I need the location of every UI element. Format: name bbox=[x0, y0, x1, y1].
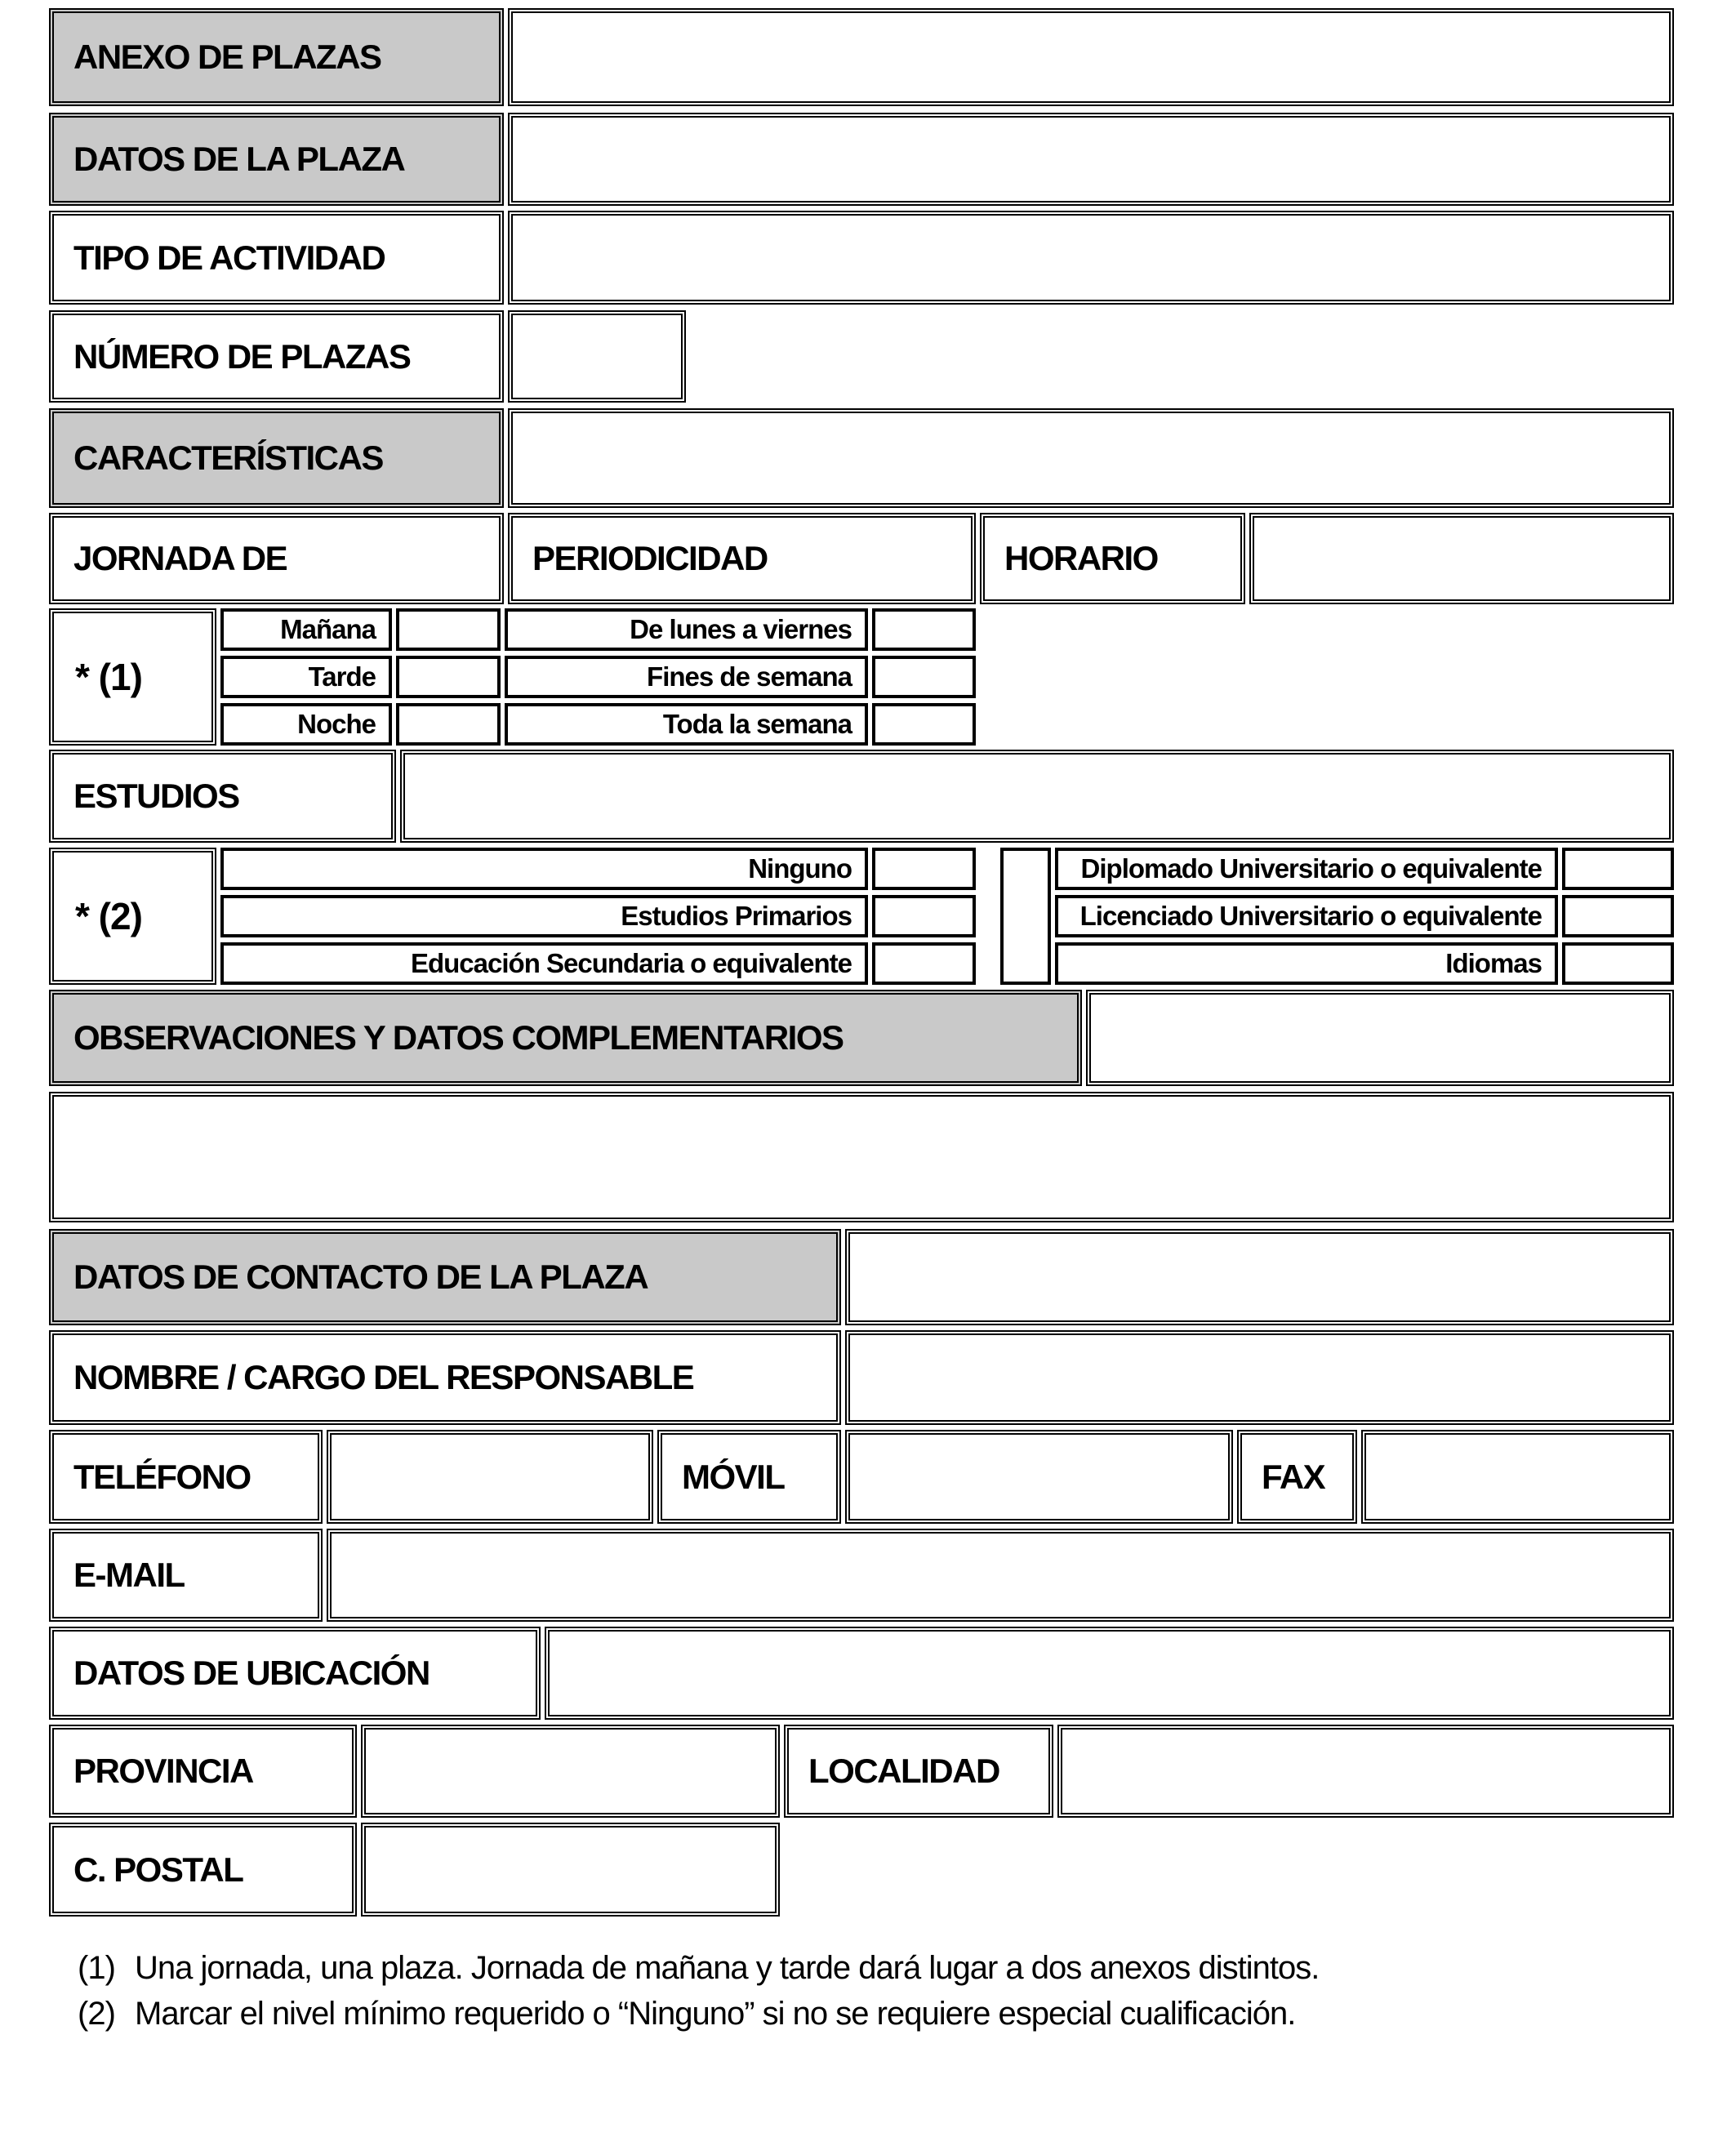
lunes-viernes-checkbox[interactable] bbox=[872, 608, 976, 651]
manana-option-label: Mañana bbox=[220, 608, 392, 651]
movil-header bbox=[657, 1430, 841, 1524]
ref1-cell bbox=[49, 608, 216, 746]
datos-contacto-label: DATOS DE CONTACTO DE LA PLAZA bbox=[73, 1258, 648, 1296]
movil-label: MÓVIL bbox=[682, 1457, 785, 1496]
toda-semana-checkbox[interactable] bbox=[872, 703, 976, 746]
datos-ubicacion-field[interactable] bbox=[545, 1627, 1674, 1720]
numero-plazas-label: NÚMERO DE PLAZAS bbox=[73, 336, 411, 376]
estudios-spacer-cell bbox=[1000, 848, 1051, 985]
estudios-label: ESTUDIOS bbox=[73, 777, 239, 815]
fax-label: FAX bbox=[1262, 1457, 1325, 1496]
datos-plaza-label: DATOS DE LA PLAZA bbox=[73, 140, 405, 178]
noche-checkbox[interactable] bbox=[396, 703, 501, 746]
fines-semana-option-label: Fines de semana bbox=[505, 656, 868, 698]
fines-semana-checkbox[interactable] bbox=[872, 656, 976, 698]
ninguno-option-label: Ninguno bbox=[220, 848, 868, 890]
provincia-field[interactable] bbox=[361, 1725, 780, 1818]
caracteristicas-field[interactable] bbox=[508, 408, 1674, 508]
tarde-option-label: Tarde bbox=[220, 656, 392, 698]
telefono-field[interactable] bbox=[327, 1430, 653, 1524]
jornada-de-header bbox=[49, 513, 504, 604]
licenciado-checkbox[interactable] bbox=[1562, 895, 1674, 937]
educacion-secundaria-checkbox[interactable] bbox=[872, 942, 976, 985]
localidad-header bbox=[784, 1725, 1053, 1818]
email-header bbox=[49, 1529, 323, 1622]
jornada-de-label: JORNADA DE bbox=[73, 539, 287, 577]
fax-field[interactable] bbox=[1361, 1430, 1674, 1524]
telefono-label: TELÉFONO bbox=[73, 1457, 251, 1496]
estudios-field[interactable] bbox=[400, 750, 1674, 843]
datos-plaza-field[interactable] bbox=[508, 113, 1674, 206]
anexo-plazas-field[interactable] bbox=[508, 8, 1674, 106]
c-postal-label: C. POSTAL bbox=[73, 1850, 243, 1889]
periodicidad-label: PERIODICIDAD bbox=[532, 539, 768, 577]
footnote-2-number: (2) bbox=[78, 1996, 115, 2032]
c-postal-field[interactable] bbox=[361, 1823, 780, 1917]
observaciones-right-field[interactable] bbox=[1086, 990, 1674, 1086]
manana-checkbox[interactable] bbox=[396, 608, 501, 651]
caracteristicas-header bbox=[49, 408, 504, 508]
diplomado-option-label: Diplomado Universitario o equivalente bbox=[1055, 848, 1558, 890]
email-field[interactable] bbox=[327, 1529, 1674, 1622]
nombre-cargo-label: NOMBRE / CARGO DEL RESPONSABLE bbox=[73, 1358, 694, 1396]
periodicidad-header bbox=[508, 513, 976, 604]
footnote-1-number: (1) bbox=[78, 1950, 115, 1986]
telefono-header bbox=[49, 1430, 323, 1524]
estudios-primarios-option-label: Estudios Primarios bbox=[220, 895, 868, 937]
footnote-2-text: Marcar el nivel mínimo requerido o “Ninguno” si no se requiere especial cualificación. bbox=[135, 1996, 1296, 2032]
provincia-label: PROVINCIA bbox=[73, 1752, 253, 1790]
provincia-header bbox=[49, 1725, 357, 1818]
datos-ubicacion-header bbox=[49, 1627, 541, 1720]
numero-plazas-header bbox=[49, 310, 504, 403]
datos-contacto-right-field[interactable] bbox=[845, 1229, 1674, 1325]
idiomas-option-label: Idiomas bbox=[1055, 942, 1558, 985]
datos-contacto-header bbox=[49, 1229, 841, 1325]
tipo-actividad-label: TIPO DE ACTIVIDAD bbox=[73, 238, 385, 277]
ref2-label: * (2) bbox=[75, 895, 142, 937]
localidad-field[interactable] bbox=[1057, 1725, 1674, 1818]
footnote-1-text: Una jornada, una plaza. Jornada de mañana y tarde dará lugar a dos anexos distintos. bbox=[135, 1950, 1320, 1986]
c-postal-header bbox=[49, 1823, 357, 1917]
nombre-cargo-header bbox=[49, 1330, 841, 1425]
ref2-cell bbox=[49, 848, 216, 985]
footnote-2 bbox=[78, 1996, 1678, 2032]
horario-header bbox=[980, 513, 1245, 604]
tarde-checkbox[interactable] bbox=[396, 656, 501, 698]
ninguno-checkbox[interactable] bbox=[872, 848, 976, 890]
localidad-label: LOCALIDAD bbox=[808, 1752, 999, 1790]
movil-field[interactable] bbox=[845, 1430, 1233, 1524]
observaciones-text-field[interactable] bbox=[49, 1092, 1674, 1222]
email-label: E-MAIL bbox=[73, 1556, 185, 1594]
observaciones-label: OBSERVACIONES Y DATOS COMPLEMENTARIOS bbox=[73, 1018, 844, 1057]
observaciones-header bbox=[49, 990, 1082, 1086]
noche-option-label: Noche bbox=[220, 703, 392, 746]
tipo-actividad-header bbox=[49, 211, 504, 305]
licenciado-option-label: Licenciado Universitario o equivalente bbox=[1055, 895, 1558, 937]
footnote-1 bbox=[78, 1950, 1678, 1987]
educacion-secundaria-option-label: Educación Secundaria o equivalente bbox=[220, 942, 868, 985]
datos-ubicacion-label: DATOS DE UBICACIÓN bbox=[73, 1654, 430, 1692]
fax-header bbox=[1237, 1430, 1357, 1524]
datos-plaza-header bbox=[49, 113, 504, 206]
numero-plazas-field[interactable] bbox=[508, 310, 686, 403]
anexo-plazas-header bbox=[49, 8, 504, 106]
caracteristicas-label: CARACTERÍSTICAS bbox=[73, 439, 383, 477]
idiomas-checkbox[interactable] bbox=[1562, 942, 1674, 985]
anexo-plazas-label: ANEXO DE PLAZAS bbox=[73, 38, 381, 76]
estudios-primarios-checkbox[interactable] bbox=[872, 895, 976, 937]
lunes-viernes-option-label: De lunes a viernes bbox=[505, 608, 868, 651]
horario-label: HORARIO bbox=[1004, 539, 1158, 577]
diplomado-checkbox[interactable] bbox=[1562, 848, 1674, 890]
horario-field[interactable] bbox=[1249, 513, 1674, 604]
nombre-cargo-field[interactable] bbox=[845, 1330, 1674, 1425]
ref1-label: * (1) bbox=[75, 656, 142, 698]
toda-semana-option-label: Toda la semana bbox=[505, 703, 868, 746]
estudios-header bbox=[49, 750, 396, 843]
tipo-actividad-field[interactable] bbox=[508, 211, 1674, 305]
